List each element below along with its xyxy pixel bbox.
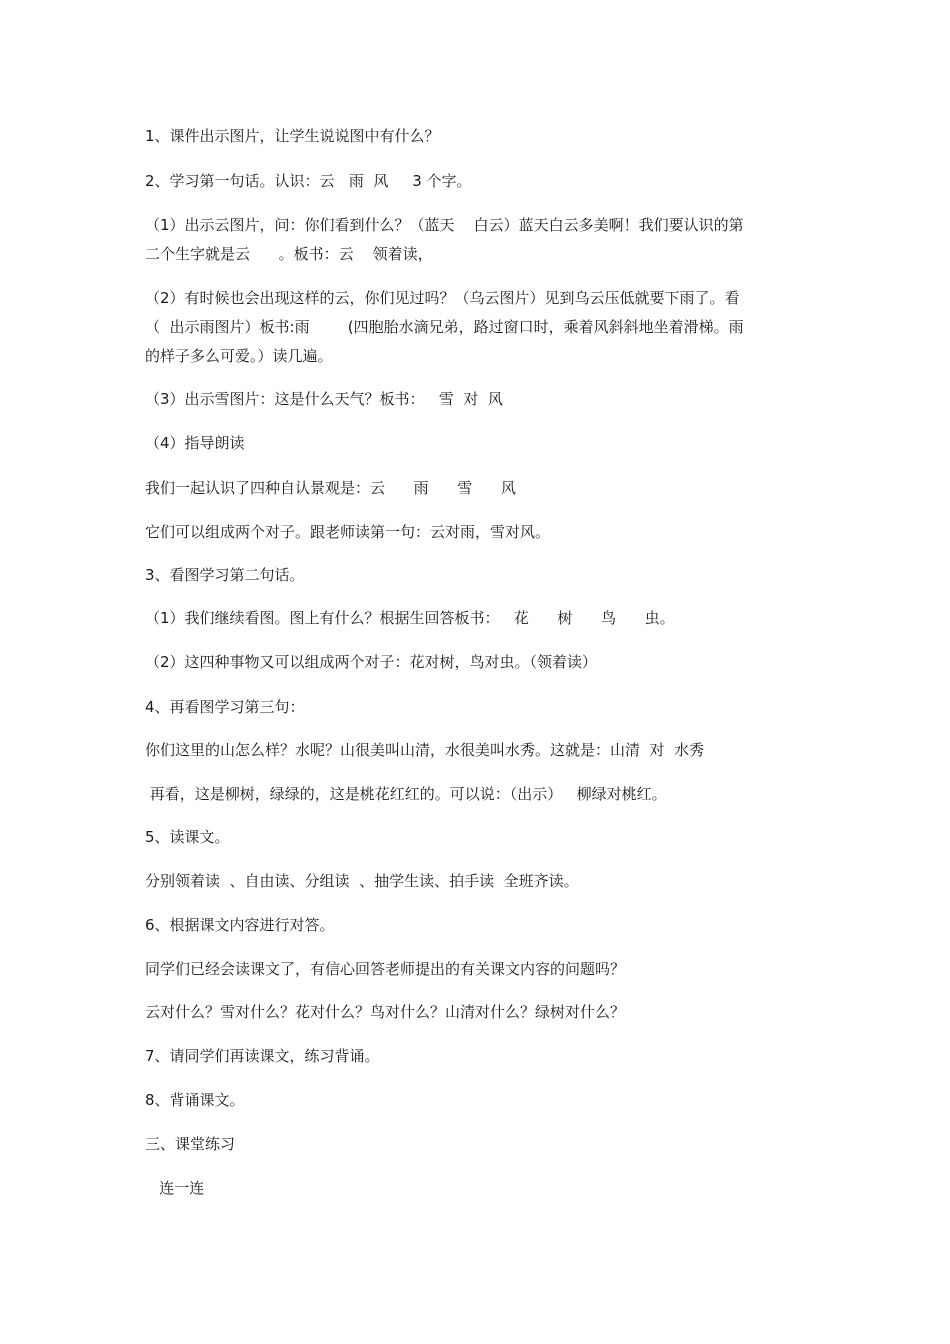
paragraph-line: （ 出示雨图片）板书:雨 (四胞胎水滴兄弟，路过窗口时，乘着风斜斜地坐着滑梯。雨 — [145, 318, 744, 336]
step-4-text: 4、再看图学习第三句： — [145, 698, 305, 716]
section-heading: 三、课堂练习 — [145, 1135, 236, 1153]
paragraph-line: 分别领着读 、自由读、分组读 、抽学生读、拍手读 全班齐读。 — [145, 872, 579, 890]
step-1-text: 1、课件出示图片，让学生说说图中有什么？ — [145, 127, 440, 145]
step-6-text: 6、根据课文内容进行对答。 — [145, 916, 335, 934]
step-5-text: 5、读课文。 — [145, 828, 230, 846]
paragraph-line: （1）出示云图片，问：你们看到什么？（蓝天 白云）蓝天白云多美啊！我们要认识的第 — [145, 216, 744, 234]
step-8-text: 8、背诵课文。 — [145, 1091, 245, 1109]
paragraph-line: 它们可以组成两个对子。跟老师读第一句：云对雨，雪对风。 — [145, 523, 551, 541]
paragraph-line: 的样子多么可爱。）读几遍。 — [145, 347, 333, 365]
paragraph-line: 我们一起认识了四种自认景观是：云 雨 雪 风 — [145, 479, 516, 497]
paragraph-line: 云对什么？雪对什么？花对什么？鸟对什么？山清对什么？绿树对什么？ — [145, 1003, 626, 1021]
paragraph-line: （3）出示雪图片：这是什么天气？板书： 雪 对 风 — [145, 390, 503, 408]
paragraph-line: 同学们已经会读课文了，有信心回答老师提出的有关课文内容的问题吗？ — [145, 960, 626, 978]
step-3-text: 3、看图学习第二句话。 — [145, 566, 305, 584]
paragraph-line: 你们这里的山怎么样？水呢？山很美叫山清，水很美叫水秀。这就是：山清 对 水秀 — [145, 741, 705, 759]
exercise-label: 连一连 — [145, 1179, 205, 1197]
paragraph-line: （2）这四种事物又可以组成两个对子：花对树，鸟对虫。（领着读） — [145, 653, 598, 671]
paragraph-line: 再看，这是柳树，绿绿的，这是桃花红红的。可以说：（出示） 柳绿对桃红。 — [145, 785, 667, 803]
paragraph-line: （4）指导朗读 — [145, 434, 245, 452]
paragraph-line: （1）我们继续看图。图上有什么？根据生回答板书： 花 树 鸟 虫。 — [145, 609, 675, 627]
paragraph-line: 二个生字就是云 。板书：云 领着读， — [145, 245, 433, 263]
step-7-text: 7、请同学们再读课文，练习背诵。 — [145, 1047, 380, 1065]
step-2-text: 2、学习第一句话。认识：云 雨 风 3 个字。 — [145, 172, 472, 190]
paragraph-line: （2）有时候也会出现这样的云，你们见过吗？（乌云图片）见到乌云压低就要下雨了。看 — [145, 289, 740, 307]
